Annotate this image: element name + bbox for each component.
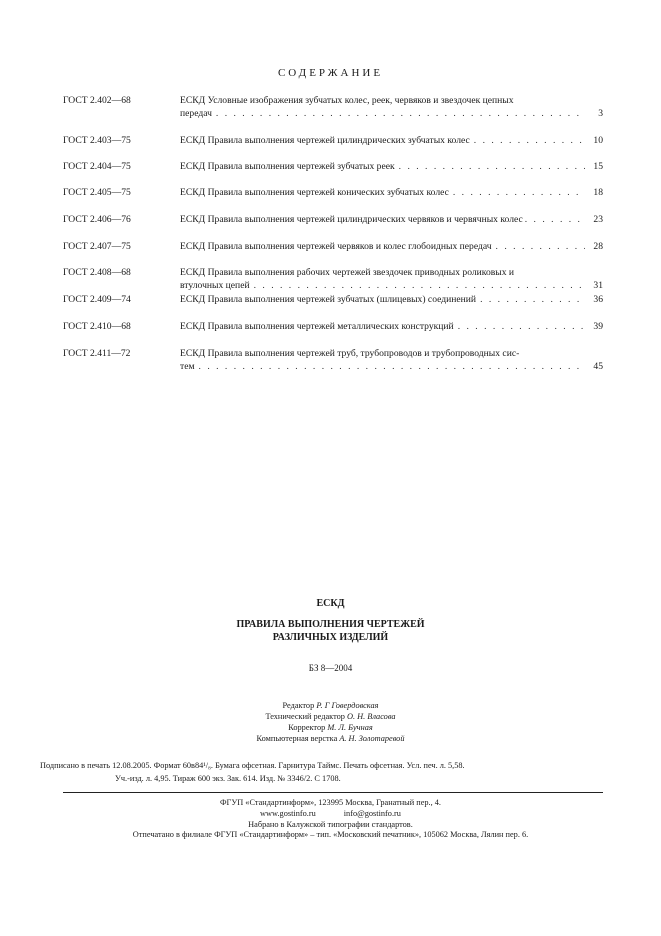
divider bbox=[63, 792, 603, 793]
credit-tech-editor: Технический редактор О. Н. Власова bbox=[265, 712, 396, 721]
toc-page: 10 bbox=[593, 135, 603, 146]
toc-code: ГОСТ 2.404—75 bbox=[63, 161, 131, 172]
publisher-email-link[interactable]: info@gostinfo.ru bbox=[343, 809, 401, 818]
toc-code: ГОСТ 2.405—75 bbox=[63, 187, 131, 198]
toc-title: передач bbox=[180, 108, 212, 119]
toc-page: 15 bbox=[593, 161, 603, 172]
toc-code: ГОСТ 2.406—76 bbox=[63, 214, 131, 225]
toc-title: ЕСКД Правила выполнения чертежей зубчатых (шлицевых) соединений bbox=[180, 294, 477, 305]
toc-title: ЕСКД Правила выполнения чертежей червяков и колес глобоидных передач bbox=[180, 241, 492, 252]
book-title bbox=[0, 618, 661, 644]
toc-page: 23 bbox=[593, 214, 603, 225]
toc-code: ГОСТ 2.402—68 bbox=[63, 95, 131, 106]
publication-line2: Уч.-изд. л. 4,95. Тираж 600 экз. Зак. 614. Изд. № 3346/2. С 1708. bbox=[115, 774, 341, 783]
toc-page: 28 bbox=[593, 241, 603, 252]
toc-title: ЕСКД Правила выполнения чертежей конических зубчатых колес bbox=[180, 187, 449, 198]
publisher-web-link[interactable]: www.gostinfo.ru bbox=[260, 809, 316, 818]
toc-code: ГОСТ 2.410—68 bbox=[63, 321, 131, 332]
book-title-line2: РАЗЛИЧНЫХ ИЗДЕЛИЙ bbox=[272, 632, 389, 643]
toc-title: втулочных цепей bbox=[180, 280, 250, 291]
toc-page: 31 bbox=[593, 280, 603, 291]
publication-info bbox=[40, 759, 600, 785]
printed-note: Отпечатано в филиале ФГУП «Стандартинформ» – тип. «Московский печатник», 105062 Москва, Лялин пер. 6. bbox=[132, 830, 529, 839]
toc-title: ЕСКД Правила выполнения чертежей цилиндрических червяков и червячных колес bbox=[180, 214, 523, 225]
contents-heading: СОДЕРЖАНИЕ bbox=[277, 67, 384, 79]
credit-layout: Компьютерная верстка А. Н. Золотаревой bbox=[256, 734, 405, 743]
toc-page: 3 bbox=[598, 108, 603, 119]
toc-title: ЕСКД Правила выполнения чертежей зубчатых реек bbox=[180, 161, 395, 172]
toc-title: ЕСКД Правила выполнения чертежей металлических конструкций bbox=[180, 321, 454, 332]
series-title: ЕСКД bbox=[316, 598, 345, 609]
toc-title: тем bbox=[180, 361, 195, 372]
toc-page: 45 bbox=[593, 361, 603, 372]
publisher-address: ФГУП «Стандартинформ», 123995 Москва, Гранатный пер., 4. bbox=[220, 798, 441, 807]
toc-code: ГОСТ 2.407—75 bbox=[63, 241, 131, 252]
publication-line1: Подписано в печать 12.08.2005. Формат 60в84¹/₈. Бумага офсетная. Гарнитура Таймс. Печать офсетная. Усл. печ. л. 5,58. bbox=[40, 761, 465, 770]
toc-page: 18 bbox=[593, 187, 603, 198]
toc-code: ГОСТ 2.408—68 bbox=[63, 267, 131, 278]
toc-code: ГОСТ 2.403—75 bbox=[63, 135, 131, 146]
typeset-note: Набрано в Калужской типографии стандартов. bbox=[248, 820, 413, 829]
toc-page: 39 bbox=[593, 321, 603, 332]
toc-page: 36 bbox=[593, 294, 603, 305]
collection-code: БЗ 8—2004 bbox=[308, 663, 353, 673]
book-title-line1: ПРАВИЛА ВЫПОЛНЕНИЯ ЧЕРТЕЖЕЙ bbox=[236, 619, 425, 630]
toc-title-line1: ЕСКД Правила выполнения рабочих чертежей звездочек приводных роликовых и bbox=[180, 267, 515, 278]
publisher-contacts bbox=[0, 808, 661, 819]
toc-title-line1: ЕСКД Условные изображения зубчатых колес, реек, червяков и звездочек цепных bbox=[180, 95, 514, 106]
credit-proofreader: Корректор М. Л. Бучная bbox=[288, 723, 373, 732]
credit-editor: Редактор Р. Г Говердовская bbox=[282, 701, 379, 710]
toc-code: ГОСТ 2.409—74 bbox=[63, 294, 131, 305]
publisher-info bbox=[0, 797, 661, 830]
toc-title: ЕСКД Правила выполнения чертежей цилиндрических зубчатых колес bbox=[180, 135, 470, 146]
toc-code: ГОСТ 2.411—72 bbox=[63, 348, 131, 359]
toc-title-line1: ЕСКД Правила выполнения чертежей труб, трубопроводов и трубопроводных сис- bbox=[180, 348, 520, 359]
credits bbox=[0, 700, 661, 744]
